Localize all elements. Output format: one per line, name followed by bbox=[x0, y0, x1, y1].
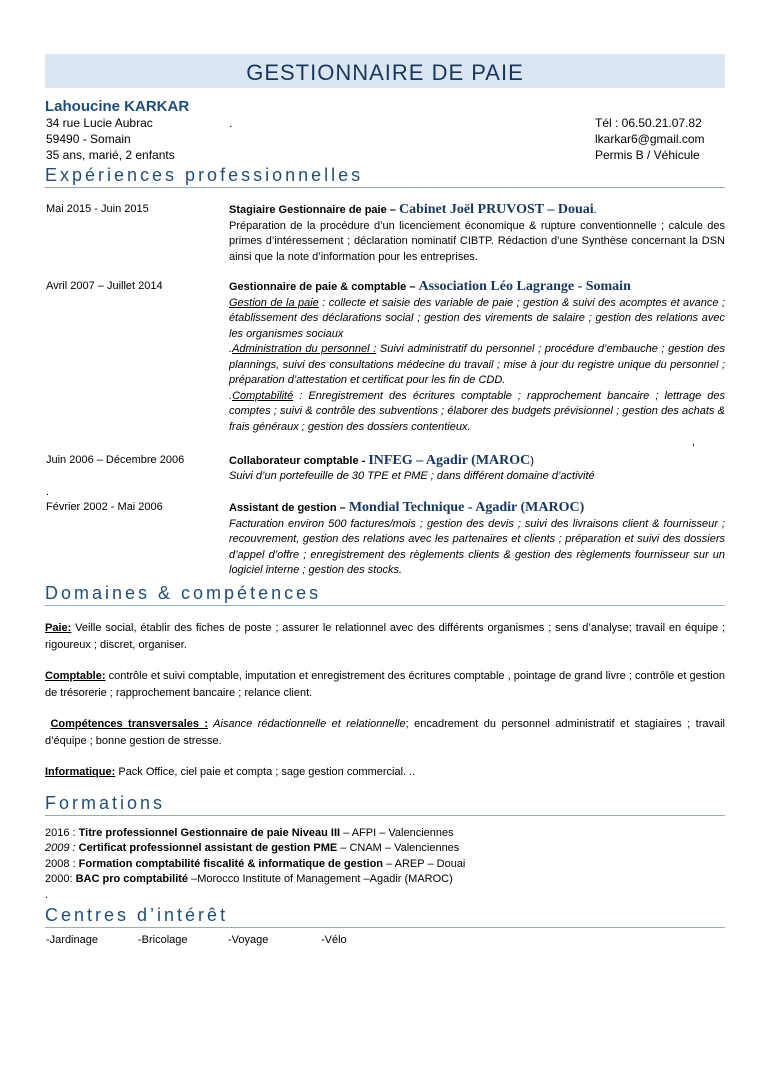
formation-title: BAC pro comptabilité bbox=[75, 873, 189, 885]
formation-item bbox=[45, 826, 725, 842]
experience-role: Gestionnaire de paie & comptable – bbox=[229, 281, 416, 293]
city-line: 59490 - Somain bbox=[46, 132, 131, 146]
formation-item bbox=[45, 857, 725, 873]
paragraph-text: : collecte et saisie des variable de paie ; gestion & suivi des acomptes et avance ; établissement des déclarations social ; gestion des virements de salaire ; gestion des relations avec les organismes sociaux bbox=[229, 296, 726, 340]
section-experiences: Expériences professionnelles bbox=[45, 165, 725, 188]
experience-suffix: . bbox=[593, 204, 597, 216]
experience-date: Avril 2007 – Juillet 2014 bbox=[46, 280, 163, 292]
driving-permit: Permis B / Véhicule bbox=[595, 148, 700, 162]
stray-dot: . bbox=[46, 485, 50, 498]
experience-org: Cabinet Joël PRUVOST – Douai bbox=[398, 202, 594, 217]
address-line: 34 rue Lucie Aubrac bbox=[46, 116, 153, 130]
experience-date: Février 2002 - Mai 2006 bbox=[46, 501, 163, 513]
competence-label: Informatique: bbox=[45, 765, 116, 778]
section-domaines: Domaines & compétences bbox=[45, 583, 725, 606]
interest-item: -Voyage bbox=[228, 934, 269, 946]
competence-text: contrôle et suivi comptable, imputation et enregistrement des écritures comptable , pointage de grand livre ; contrôle et gestion de trésorerie ; rapprochement bancaire ; relance client. bbox=[45, 669, 725, 699]
formation-place: – AFPI – Valenciennes bbox=[340, 826, 454, 839]
competence-label: Paie: bbox=[45, 621, 72, 634]
experience-org: Association Léo Lagrange - Somain bbox=[418, 279, 631, 294]
experience-suffix: ) bbox=[530, 454, 534, 467]
competence-item bbox=[45, 620, 725, 654]
trailing-mark: , bbox=[691, 436, 695, 448]
experience-paragraph bbox=[229, 342, 725, 389]
phone: Tél : 06.50.21.07.82 bbox=[595, 116, 702, 130]
formation-item bbox=[45, 872, 725, 888]
competence-text: Pack Office, ciel paie et compta ; sage gestion commercial. .. bbox=[115, 765, 416, 778]
experience-item bbox=[45, 279, 725, 451]
experience-role: Collaborateur comptable - bbox=[229, 454, 366, 467]
formation-place: –Morocco Institute of Management –Agadir (MAROC) bbox=[188, 873, 453, 885]
experience-paragraph bbox=[229, 296, 725, 343]
page-title: GESTIONNAIRE DE PAIE bbox=[45, 54, 725, 88]
paragraph-label: Gestion de la paie bbox=[229, 296, 319, 309]
paragraph-text: : Enregistrement des écritures comptable ; rapprochement bancaire ; lettrage des comptes ; suivi & contrôle des subventions ; élaborer des budgets prévisionnel ; gestion des achats & frais généraux ; gestion des dossiers contentieux. bbox=[229, 389, 725, 433]
experience-paragraph bbox=[229, 389, 725, 436]
experience-desc: Suivi d’un portefeuille de 30 TPE et PME ; dans différent domaine d’activité bbox=[229, 470, 595, 482]
paragraph-label: Administration du personnel : bbox=[232, 343, 377, 355]
paragraph-prefix: . bbox=[229, 389, 233, 402]
experience-org: INFEG – Agadir (MAROC bbox=[368, 452, 531, 468]
stray-dot: . bbox=[45, 888, 49, 901]
experience-item bbox=[45, 453, 725, 501]
competence-label: Compétences transversales : bbox=[50, 717, 209, 730]
cv-page bbox=[45, 54, 725, 950]
formation-year: 2016 : bbox=[45, 826, 76, 839]
formation-year: 2000: bbox=[45, 873, 73, 885]
experience-role: Assistant de gestion – bbox=[229, 502, 346, 514]
competence-item bbox=[45, 716, 725, 750]
interest-item: -Bricolage bbox=[138, 934, 188, 946]
experience-date: Mai 2015 - Juin 2015 bbox=[46, 203, 149, 215]
interest-item: -Jardinage bbox=[46, 934, 98, 946]
formation-year: 2009 : bbox=[45, 842, 76, 854]
interests-row bbox=[45, 934, 725, 950]
experience-org: Mondial Technique - Agadir (MAROC) bbox=[348, 500, 585, 515]
formation-place: – AREP – Douai bbox=[383, 857, 466, 870]
interest-item: -Vélo bbox=[321, 934, 347, 946]
experience-desc: Facturation environ 500 factures/mois ; gestion des devis ; suivi des livraisons client & fournisseur ; recouvrement, gestion des relations avec les partenaires et clients ; préparation et suivi des dossiers d’appel d’offre ; enregistrement des règlements clients & gestion des règlements fournisseur sur un logiciel interne ; gestion des stocks. bbox=[229, 517, 725, 576]
experience-desc: Préparation de la procédure d’un licenciement économique & rupture conventionnelle ; calcule des primes d’intéressement ; déclaration nominatif CIBTP. Rédaction d’une Synthèse concernant la DSN ainsi que la note d’information pour les entreprises. bbox=[229, 219, 725, 263]
personal-info: 35 ans, marié, 2 enfants bbox=[46, 148, 175, 162]
experience-date: Juin 2006 – Décembre 2006 bbox=[46, 453, 185, 466]
experience-item bbox=[45, 500, 725, 579]
paragraph-text: Suivi administratif du personnel ; procédure d’embauche ; gestion des plannings, suivi des consultations médecine du travail ; mise à jour du registre unique du personnel ; préparation d’attestation et certificat pour les fin de CDD. bbox=[229, 343, 726, 386]
formations-list bbox=[45, 826, 725, 904]
paragraph-label: Comptabilité bbox=[232, 389, 294, 402]
competence-item bbox=[45, 764, 725, 781]
formation-title: Titre professionnel Gestionnaire de paie Niveau III bbox=[78, 826, 341, 839]
separator: . bbox=[229, 116, 233, 130]
formation-title: Certificat professionnel assistant de gestion PME bbox=[78, 842, 338, 854]
contact-block bbox=[45, 115, 725, 163]
competence-text: Veille social, établir des fiches de poste ; assurer le relationnel avec des différents organismes ; sens d’analyse; travail en équipe ; rigoureux ; discret, organiser. bbox=[45, 621, 725, 651]
experience-role: Stagiaire Gestionnaire de paie – bbox=[229, 204, 396, 216]
competence-italic: Aisance rédactionnelle et relationnelle bbox=[208, 717, 406, 730]
candidate-name: Lahoucine KARKAR bbox=[45, 98, 190, 115]
formation-title: Formation comptabilité fiscalité & informatique de gestion bbox=[78, 857, 384, 870]
formation-year: 2008 : bbox=[45, 857, 76, 870]
paragraph-prefix: . bbox=[229, 343, 233, 355]
section-formations: Formations bbox=[45, 793, 725, 816]
competence-label: Comptable: bbox=[45, 669, 106, 682]
section-interets: Centres d’intérêt bbox=[45, 905, 725, 928]
formation-place: – CNAM – Valenciennes bbox=[337, 842, 460, 854]
competence-item bbox=[45, 668, 725, 702]
experience-item bbox=[45, 202, 725, 265]
competence-text: ; encadrement du personnel administratif et stagiaires ; travail d’équipe ; bonne gestion de stresse. bbox=[45, 717, 725, 747]
formation-item bbox=[45, 841, 725, 857]
email: lkarkar6@gmail.com bbox=[595, 132, 705, 146]
